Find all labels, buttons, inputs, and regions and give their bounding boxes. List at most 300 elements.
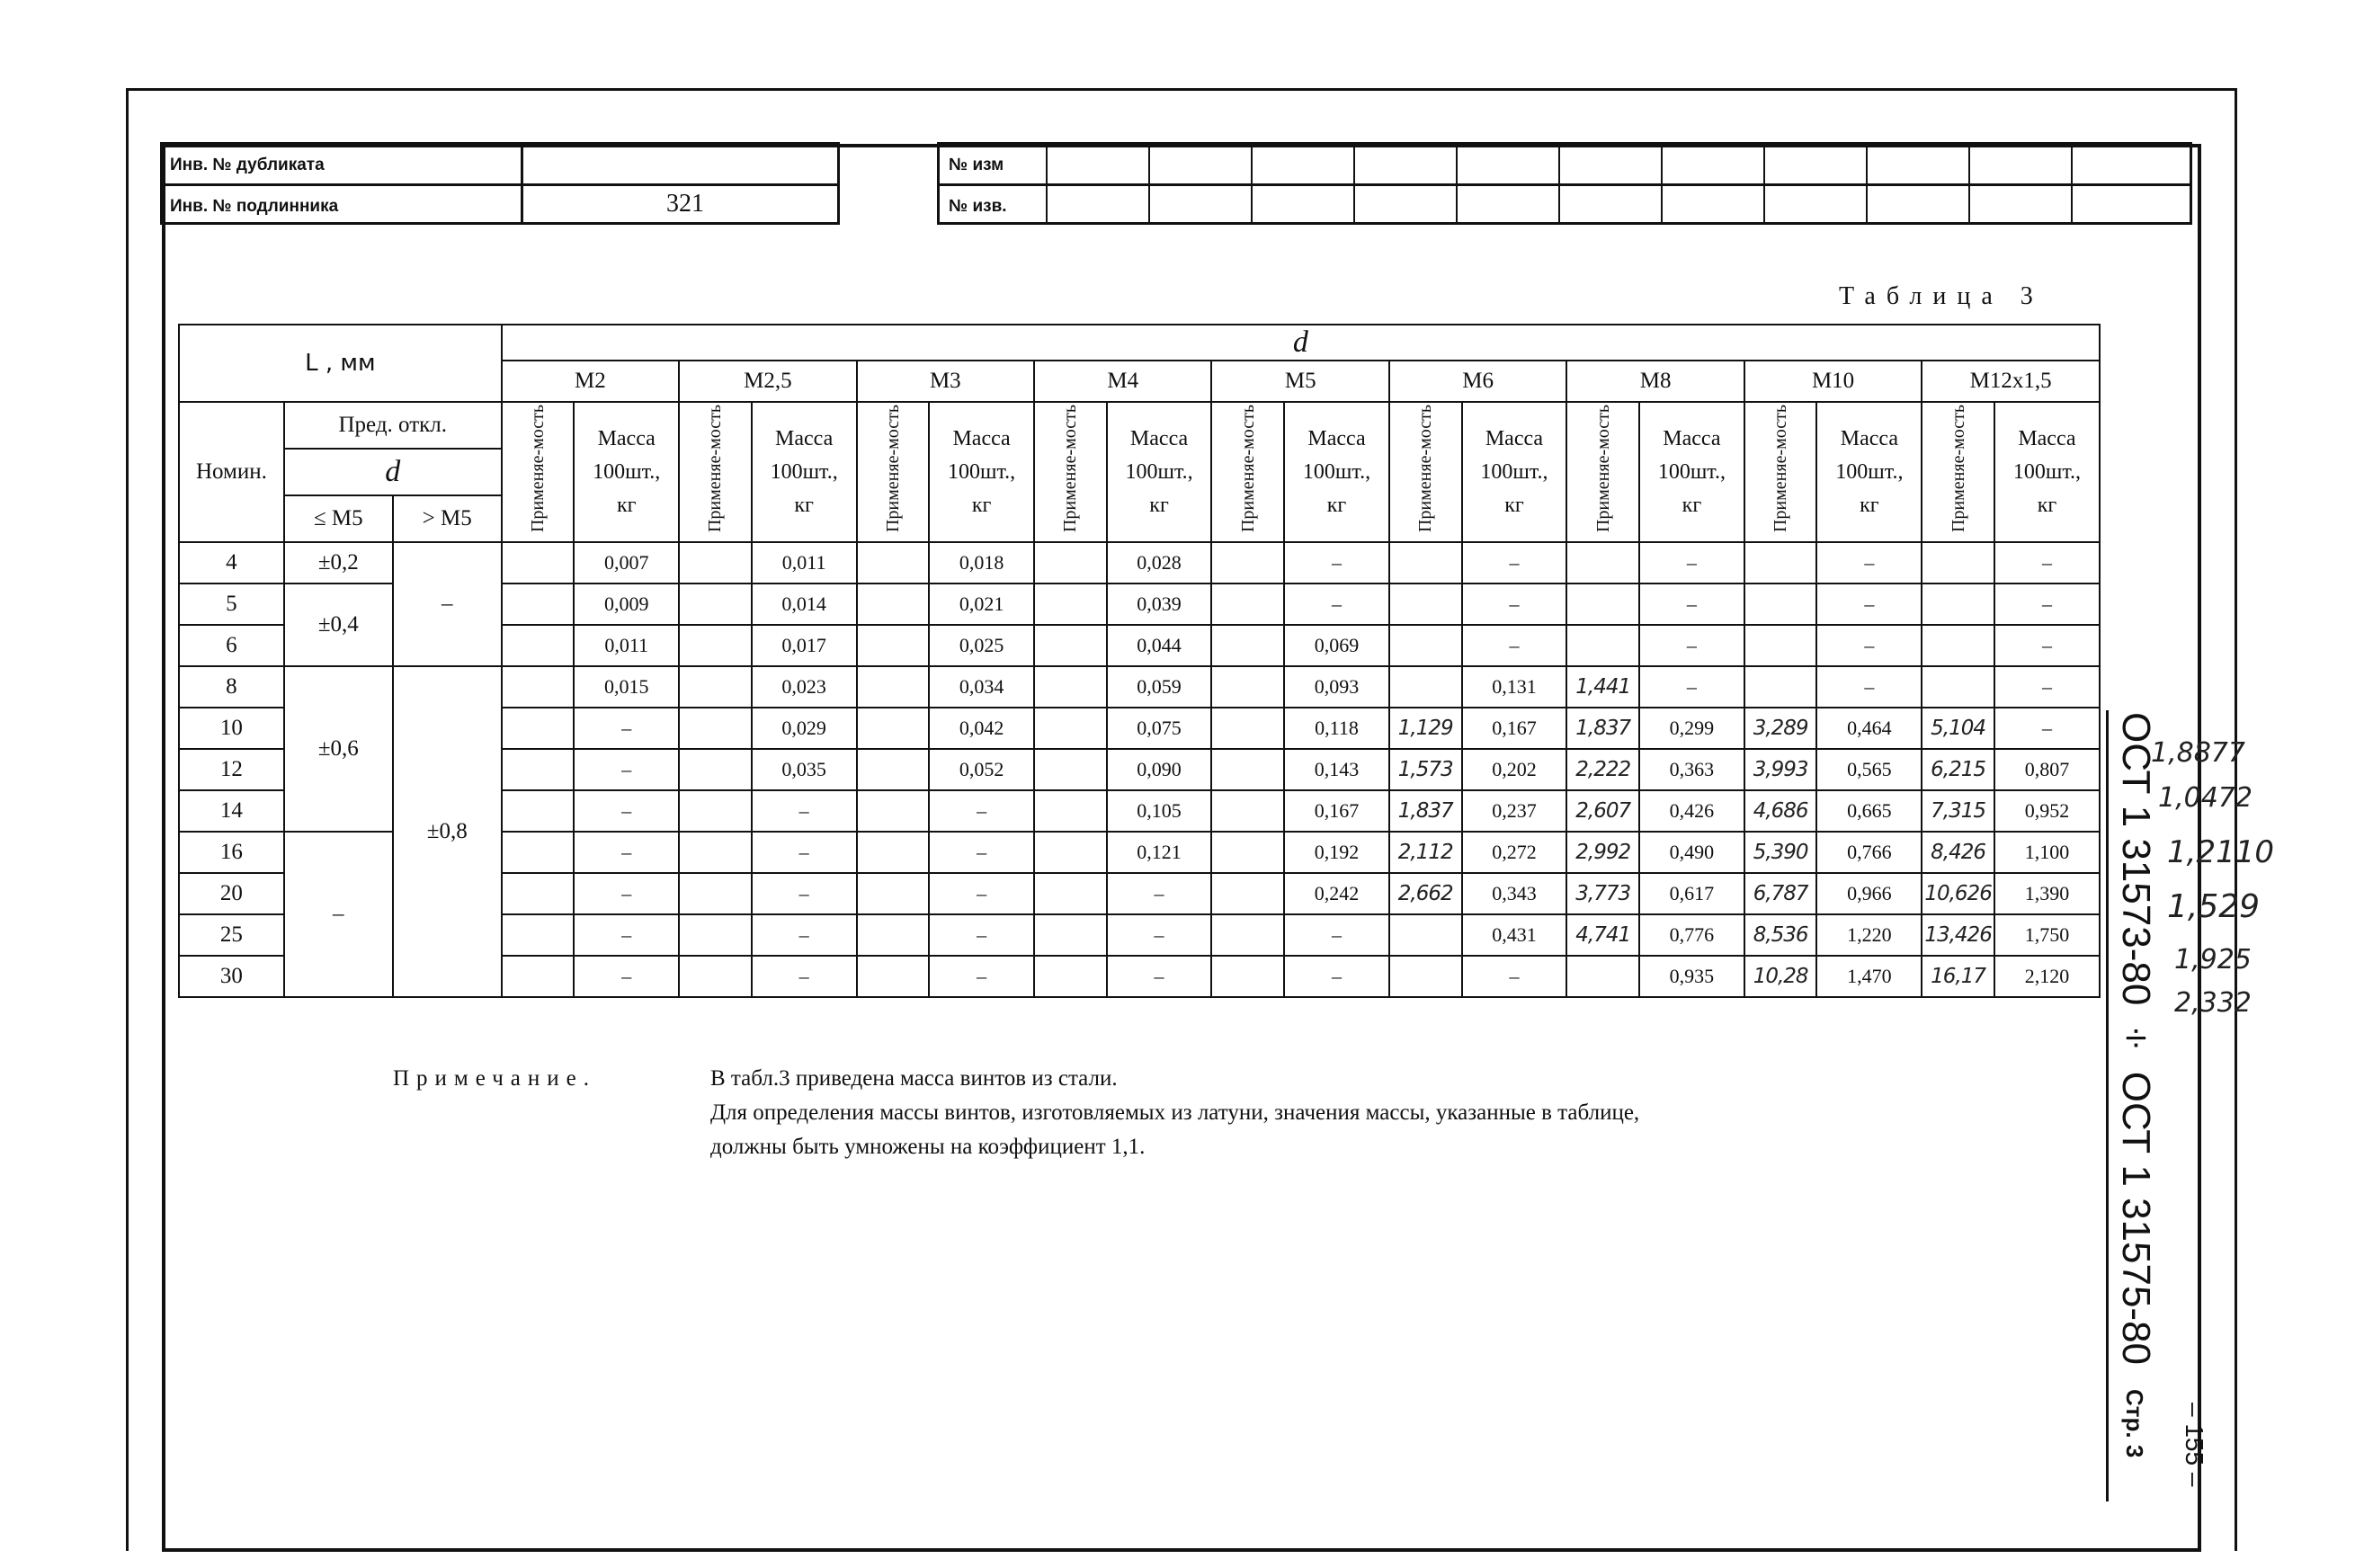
applicability-cell: 3,289 xyxy=(1744,708,1817,749)
applicability-cell: 1,573 xyxy=(1389,749,1462,790)
mass-header-line: 100шт., xyxy=(1125,460,1193,484)
mass-cell: 0,029 xyxy=(752,708,857,749)
nominal-length: 16 xyxy=(179,832,284,873)
mass-cell: 0,044 xyxy=(1107,625,1212,666)
mass-header xyxy=(574,402,679,542)
applicability-cell xyxy=(679,708,752,749)
applicability-cell xyxy=(1744,666,1817,708)
mass-cell: – xyxy=(574,749,679,790)
applicability-cell: 1,837 xyxy=(1566,708,1639,749)
mass-cell: – xyxy=(1107,873,1212,914)
mass-header-line: 100шт., xyxy=(1480,460,1548,484)
applicability-cell xyxy=(1211,873,1284,914)
mass-cell: 0,009 xyxy=(574,584,679,625)
applicability-cell xyxy=(679,666,752,708)
applicability-cell: 6,215 xyxy=(1922,749,1994,790)
mass-cell: 0,952 xyxy=(1994,790,2100,832)
applicability-cell: 6,787 xyxy=(1744,873,1817,914)
applicability-cell xyxy=(1389,625,1462,666)
size-m2-5: М2,5 xyxy=(679,361,856,402)
applic-header: Применяе-мость xyxy=(1566,402,1639,542)
applicability-cell xyxy=(1922,625,1994,666)
applicability-cell xyxy=(857,584,930,625)
mass-header-line: Масса xyxy=(1129,427,1189,450)
mass-header-line: кг xyxy=(2037,494,2057,517)
mass-header xyxy=(1107,402,1212,542)
mass-cell: – xyxy=(1994,666,2100,708)
mass-cell: 0,617 xyxy=(1639,873,1744,914)
mass-header-line: кг xyxy=(1149,494,1169,517)
mass-cell: 0,059 xyxy=(1107,666,1212,708)
applicability-cell xyxy=(502,708,575,749)
mass-cell: 0,431 xyxy=(1462,914,1567,956)
mass-cell: – xyxy=(1284,914,1389,956)
applicability-cell xyxy=(1389,956,1462,997)
page-label: Стр. 3 xyxy=(2121,1389,2148,1458)
mass-cell: – xyxy=(1284,584,1389,625)
applicability-cell xyxy=(1389,542,1462,584)
mass-cell: 0,025 xyxy=(929,625,1034,666)
applicability-cell xyxy=(857,666,930,708)
nominal-length: 5 xyxy=(179,584,284,625)
applicability-cell xyxy=(502,749,575,790)
applicability-cell xyxy=(1211,790,1284,832)
applicability-cell: 1,837 xyxy=(1389,790,1462,832)
mass-cell: 0,034 xyxy=(929,666,1034,708)
mass-cell: 0,167 xyxy=(1462,708,1567,749)
applicability-cell: 5,390 xyxy=(1744,832,1817,873)
applicability-cell: 1,129 xyxy=(1389,708,1462,749)
applicability-cell xyxy=(857,542,930,584)
margin-note: 1,925 xyxy=(2174,944,2252,976)
change-box xyxy=(937,142,2192,225)
applicability-cell xyxy=(679,584,752,625)
mass-header-line: Масса xyxy=(1485,427,1544,450)
mass-cell: – xyxy=(574,790,679,832)
mass-cell: 0,105 xyxy=(1107,790,1212,832)
applicability-cell xyxy=(1034,584,1107,625)
applicability-cell: 2,662 xyxy=(1389,873,1462,914)
mass-header-line: 100шт., xyxy=(2012,460,2082,484)
applicability-cell xyxy=(1211,542,1284,584)
diameter-header: d xyxy=(502,325,2100,361)
size-m8: М8 xyxy=(1566,361,1744,402)
mass-cell: – xyxy=(1816,584,1922,625)
tolerance-le-m5-value: ±0,4 xyxy=(284,584,393,666)
mass-table xyxy=(178,324,2101,998)
margin-note: 1,2110 xyxy=(2167,834,2274,870)
applicability-cell xyxy=(1211,956,1284,997)
applicability-cell xyxy=(502,542,575,584)
mass-cell: 0,167 xyxy=(1284,790,1389,832)
applicability-cell xyxy=(1389,666,1462,708)
applicability-cell xyxy=(1566,584,1639,625)
mass-header-line: 100шт., xyxy=(770,460,838,484)
mass-cell: 2,120 xyxy=(1994,956,2100,997)
nominal-length: 4 xyxy=(179,542,284,584)
mass-header-line: кг xyxy=(1682,494,1702,517)
mass-cell: 0,014 xyxy=(752,584,857,625)
mass-cell: – xyxy=(1994,708,2100,749)
mass-cell: – xyxy=(1462,584,1567,625)
mass-header-line: кг xyxy=(794,494,814,517)
applicability-cell: 13,426 xyxy=(1922,914,1994,956)
mass-cell: 0,028 xyxy=(1107,542,1212,584)
mass-cell: – xyxy=(574,956,679,997)
mass-cell: – xyxy=(1816,542,1922,584)
applicability-cell xyxy=(857,873,930,914)
mass-header-line: 100шт., xyxy=(1835,460,1904,484)
mass-cell: 0,042 xyxy=(929,708,1034,749)
tolerance-header: Пред. откл. xyxy=(284,402,502,449)
applicability-cell xyxy=(857,625,930,666)
mass-cell: 1,390 xyxy=(1994,873,2100,914)
mass-cell: 0,363 xyxy=(1639,749,1744,790)
nominal-header: Номин. xyxy=(179,402,284,542)
mass-cell: – xyxy=(574,708,679,749)
mass-header-line: кг xyxy=(1504,494,1524,517)
applicability-cell xyxy=(1211,749,1284,790)
note-line-3: должны быть умножены на коэффициент 1,1. xyxy=(710,1135,1146,1159)
tolerance-le-m5-value: – xyxy=(284,832,393,997)
mass-cell: 0,490 xyxy=(1639,832,1744,873)
applicability-cell xyxy=(1034,666,1107,708)
mass-cell: – xyxy=(1639,666,1744,708)
applicability-cell xyxy=(1034,708,1107,749)
applicability-cell: 5,104 xyxy=(1922,708,1994,749)
nominal-length: 8 xyxy=(179,666,284,708)
margin-note: 1,529 xyxy=(2167,888,2261,925)
mass-cell: – xyxy=(929,873,1034,914)
mass-cell: 0,007 xyxy=(574,542,679,584)
applic-header: Применяе-мость xyxy=(1389,402,1462,542)
mass-cell: – xyxy=(929,956,1034,997)
applicability-cell xyxy=(502,790,575,832)
mass-header xyxy=(752,402,857,542)
mass-cell: – xyxy=(574,914,679,956)
applicability-cell: 4,686 xyxy=(1744,790,1817,832)
mass-cell: – xyxy=(1462,625,1567,666)
nominal-length: 14 xyxy=(179,790,284,832)
applic-header: Применяе-мость xyxy=(1922,402,1994,542)
mass-cell: 1,220 xyxy=(1816,914,1922,956)
mass-cell: – xyxy=(1284,542,1389,584)
note-line-1: В табл.3 приведена масса винтов из стали. xyxy=(710,1066,1118,1091)
applicability-cell xyxy=(857,956,930,997)
mass-header-line: 100шт., xyxy=(593,460,661,484)
mass-header-line: Масса xyxy=(952,427,1011,450)
applicability-cell xyxy=(502,625,575,666)
mass-cell: – xyxy=(752,873,857,914)
applicability-cell xyxy=(1211,832,1284,873)
mass-cell: – xyxy=(1284,956,1389,997)
applicability-cell xyxy=(1566,956,1639,997)
mass-cell: 0,039 xyxy=(1107,584,1212,625)
mass-cell: – xyxy=(752,790,857,832)
mass-cell: – xyxy=(752,914,857,956)
applicability-cell: 2,222 xyxy=(1566,749,1639,790)
applicability-cell xyxy=(1034,542,1107,584)
applicability-cell xyxy=(857,749,930,790)
applicability-cell xyxy=(502,666,575,708)
mass-cell: 0,023 xyxy=(752,666,857,708)
size-m2: М2 xyxy=(502,361,679,402)
mass-cell: – xyxy=(1994,625,2100,666)
mass-cell: 0,935 xyxy=(1639,956,1744,997)
mass-cell: 0,121 xyxy=(1107,832,1212,873)
mass-cell: – xyxy=(1462,542,1567,584)
applicability-cell xyxy=(1034,832,1107,873)
tolerance-le-m5-value: ±0,6 xyxy=(284,666,393,832)
applicability-cell xyxy=(1922,666,1994,708)
mass-cell: 0,017 xyxy=(752,625,857,666)
inv-original-label: Инв. № подлинника xyxy=(170,197,339,216)
applicability-cell: 8,536 xyxy=(1744,914,1817,956)
mass-cell: – xyxy=(574,832,679,873)
applicability-cell xyxy=(679,956,752,997)
size-m4: М4 xyxy=(1034,361,1211,402)
size-m10: М10 xyxy=(1744,361,1922,402)
size-m3: М3 xyxy=(857,361,1034,402)
applicability-cell: 10,28 xyxy=(1744,956,1817,997)
mass-cell: 0,202 xyxy=(1462,749,1567,790)
applicability-cell: 16,17 xyxy=(1922,956,1994,997)
mass-header-line: кг xyxy=(1860,494,1879,517)
nominal-length: 6 xyxy=(179,625,284,666)
mass-cell: 0,090 xyxy=(1107,749,1212,790)
nominal-length: 12 xyxy=(179,749,284,790)
tolerance-gt-m5-value: – xyxy=(393,542,502,666)
applicability-cell xyxy=(502,832,575,873)
mass-cell: – xyxy=(1816,666,1922,708)
mass-cell: 0,272 xyxy=(1462,832,1567,873)
applicability-cell xyxy=(857,914,930,956)
applicability-cell xyxy=(502,914,575,956)
applicability-cell xyxy=(679,749,752,790)
mass-cell: – xyxy=(1994,584,2100,625)
notice-number-label: № изв. xyxy=(949,197,1007,216)
mass-cell: – xyxy=(1816,625,1922,666)
page-number: – 155 – xyxy=(2181,1403,2208,1487)
mass-header-line: 100шт., xyxy=(948,460,1016,484)
table-title: Таблица 3 xyxy=(1839,282,2044,310)
applicability-cell xyxy=(1211,914,1284,956)
tolerance-gt-m5-value: ±0,8 xyxy=(393,666,502,997)
applicability-cell xyxy=(1744,625,1817,666)
applic-header: Применяе-мость xyxy=(502,402,575,542)
mass-cell: 1,100 xyxy=(1994,832,2100,873)
tolerance-le-m5-value: ±0,2 xyxy=(284,542,393,584)
size-m6: М6 xyxy=(1389,361,1566,402)
applicability-cell xyxy=(1389,584,1462,625)
nominal-length: 20 xyxy=(179,873,284,914)
applicability-cell xyxy=(502,956,575,997)
mass-cell: – xyxy=(1107,914,1212,956)
nominal-length: 30 xyxy=(179,956,284,997)
applicability-cell: 8,426 xyxy=(1922,832,1994,873)
applicability-cell xyxy=(679,832,752,873)
applicability-cell xyxy=(1566,625,1639,666)
mass-cell: 0,426 xyxy=(1639,790,1744,832)
mass-header-line: Масса xyxy=(1307,427,1366,450)
mass-header xyxy=(1816,402,1922,542)
mass-cell: – xyxy=(1107,956,1212,997)
inv-duplicate-label: Инв. № дубликата xyxy=(170,156,325,174)
table-row xyxy=(179,542,2100,584)
tolerance-le-m5: ≤ М5 xyxy=(284,495,393,542)
mass-cell: – xyxy=(929,832,1034,873)
margin-note: 2,332 xyxy=(2174,987,2252,1019)
applicability-cell: 3,773 xyxy=(1566,873,1639,914)
applicability-cell xyxy=(502,873,575,914)
side-rule xyxy=(2106,710,2109,1501)
applicability-cell xyxy=(1211,625,1284,666)
mass-header-line: кг xyxy=(616,494,637,517)
applicability-cell: 4,741 xyxy=(1566,914,1639,956)
applicability-cell xyxy=(1034,914,1107,956)
mass-header-line: кг xyxy=(971,494,992,517)
mass-cell: – xyxy=(929,790,1034,832)
mass-cell: 0,093 xyxy=(1284,666,1389,708)
mass-cell: 1,750 xyxy=(1994,914,2100,956)
applicability-cell xyxy=(1034,873,1107,914)
applic-header: Применяе-мость xyxy=(1034,402,1107,542)
applicability-cell: 10,626 xyxy=(1922,873,1994,914)
note-line-2: Для определения массы винтов, изготовляемых из латуни, значения массы, указанные в таблице, xyxy=(710,1100,1640,1125)
length-header: L , мм xyxy=(179,325,502,402)
mass-cell: 0,118 xyxy=(1284,708,1389,749)
mass-cell: 0,776 xyxy=(1639,914,1744,956)
mass-cell: 0,665 xyxy=(1816,790,1922,832)
tolerance-gt-m5: > М5 xyxy=(393,495,502,542)
size-m5: М5 xyxy=(1211,361,1388,402)
mass-cell: 0,143 xyxy=(1284,749,1389,790)
applicability-cell xyxy=(1034,625,1107,666)
mass-cell: – xyxy=(1462,956,1567,997)
mass-header-line: Масса xyxy=(1840,427,1898,450)
inv-original-value: 321 xyxy=(666,190,704,218)
margin-note: 1,0472 xyxy=(2158,782,2252,814)
applicability-cell xyxy=(1566,542,1639,584)
applic-header: Применяе-мость xyxy=(679,402,752,542)
applicability-cell: 1,441 xyxy=(1566,666,1639,708)
mass-cell: 1,470 xyxy=(1816,956,1922,997)
mass-cell: – xyxy=(574,873,679,914)
mass-header-line: Масса xyxy=(1663,427,1721,450)
mass-cell: 0,766 xyxy=(1816,832,1922,873)
applicability-cell xyxy=(1922,542,1994,584)
table-row xyxy=(179,666,2100,708)
applicability-cell xyxy=(679,542,752,584)
applicability-cell: 7,315 xyxy=(1922,790,1994,832)
mass-cell: 0,565 xyxy=(1816,749,1922,790)
mass-header xyxy=(1639,402,1744,542)
applicability-cell: 2,112 xyxy=(1389,832,1462,873)
mass-cell: 0,018 xyxy=(929,542,1034,584)
mass-header-line: Масса xyxy=(2018,427,2076,450)
mass-cell: 0,299 xyxy=(1639,708,1744,749)
applic-header: Применяе-мость xyxy=(1211,402,1284,542)
mass-cell: – xyxy=(1994,542,2100,584)
mass-cell: 0,242 xyxy=(1284,873,1389,914)
mass-header-line: 100шт., xyxy=(1657,460,1726,484)
mass-cell: 0,237 xyxy=(1462,790,1567,832)
applicability-cell: 2,607 xyxy=(1566,790,1639,832)
inventory-box xyxy=(160,142,840,225)
mass-cell: 0,015 xyxy=(574,666,679,708)
mass-header-line: кг xyxy=(1326,494,1347,517)
applicability-cell: 2,992 xyxy=(1566,832,1639,873)
mass-cell: 0,021 xyxy=(929,584,1034,625)
mass-cell: 0,192 xyxy=(1284,832,1389,873)
applicability-cell xyxy=(1034,956,1107,997)
mass-cell: – xyxy=(1639,584,1744,625)
nominal-length: 10 xyxy=(179,708,284,749)
mass-cell: 0,011 xyxy=(574,625,679,666)
mass-cell: 0,966 xyxy=(1816,873,1922,914)
mass-cell: 0,343 xyxy=(1462,873,1567,914)
applicability-cell xyxy=(857,790,930,832)
mass-cell: – xyxy=(752,956,857,997)
applicability-cell xyxy=(1211,708,1284,749)
mass-cell: – xyxy=(1639,625,1744,666)
applicability-cell xyxy=(1744,542,1817,584)
standard-designation: ОСТ 1 31573-80 ÷ ОСТ 1 31575-80 xyxy=(2114,712,2158,1366)
mass-header xyxy=(1284,402,1389,542)
applicability-cell xyxy=(1922,584,1994,625)
applicability-cell xyxy=(502,584,575,625)
mass-cell: 0,075 xyxy=(1107,708,1212,749)
applic-header: Применяе-мость xyxy=(1744,402,1817,542)
applicability-cell xyxy=(1389,914,1462,956)
mass-cell: 0,069 xyxy=(1284,625,1389,666)
mass-header xyxy=(1462,402,1567,542)
mass-header xyxy=(929,402,1034,542)
mass-cell: – xyxy=(752,832,857,873)
tolerance-d: d xyxy=(284,449,502,495)
applicability-cell xyxy=(1034,790,1107,832)
change-number-label: № изм xyxy=(949,156,1004,174)
mass-header-line: Масса xyxy=(775,427,834,450)
note-label: Примечание. xyxy=(393,1066,597,1091)
mass-cell: – xyxy=(929,914,1034,956)
mass-cell: 0,052 xyxy=(929,749,1034,790)
applicability-cell xyxy=(1744,584,1817,625)
mass-cell: 0,464 xyxy=(1816,708,1922,749)
mass-cell: 0,035 xyxy=(752,749,857,790)
margin-note: 1,8877 xyxy=(2151,737,2245,769)
applicability-cell xyxy=(679,873,752,914)
mass-cell: 0,807 xyxy=(1994,749,2100,790)
mass-header-line: Масса xyxy=(597,427,656,450)
mass-header xyxy=(1994,402,2100,542)
applicability-cell xyxy=(679,625,752,666)
applicability-cell xyxy=(1034,749,1107,790)
mass-header-line: 100шт., xyxy=(1302,460,1371,484)
applicability-cell xyxy=(679,914,752,956)
mass-cell: 0,011 xyxy=(752,542,857,584)
applicability-cell xyxy=(857,708,930,749)
mass-cell: – xyxy=(1639,542,1744,584)
applic-header: Применяе-мость xyxy=(857,402,930,542)
applicability-cell xyxy=(857,832,930,873)
applicability-cell xyxy=(1211,584,1284,625)
applicability-cell: 3,993 xyxy=(1744,749,1817,790)
mass-cell: 0,131 xyxy=(1462,666,1567,708)
size-m12: М12х1,5 xyxy=(1922,361,2100,402)
nominal-length: 25 xyxy=(179,914,284,956)
applicability-cell xyxy=(1211,666,1284,708)
